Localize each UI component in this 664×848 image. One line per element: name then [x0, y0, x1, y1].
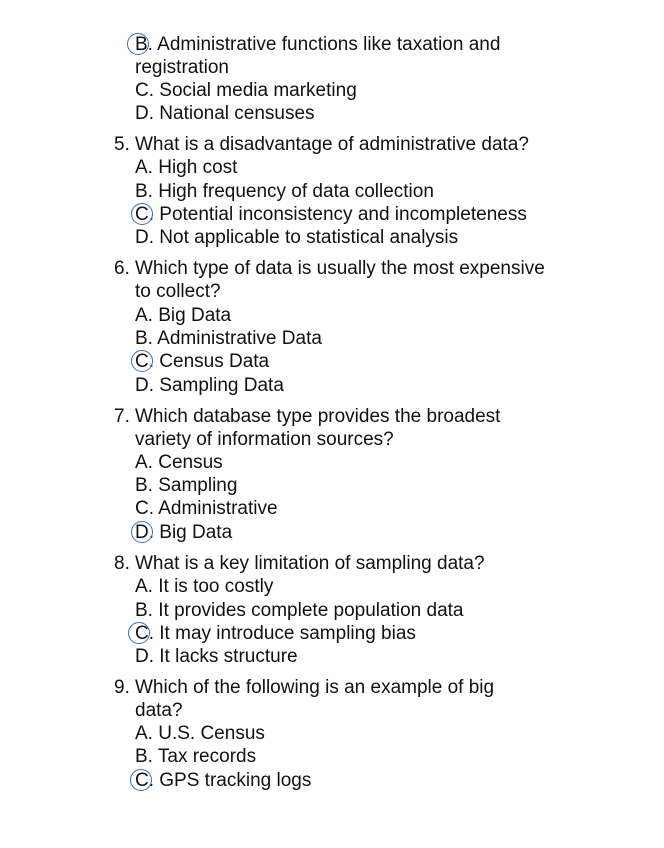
question-text: variety of information sources?	[135, 429, 394, 450]
question-number: 5.	[114, 134, 130, 155]
option-text: A. U.S. Census	[135, 723, 265, 744]
option-text: D. It lacks structure	[135, 646, 298, 667]
question-text: data?	[135, 700, 183, 721]
answer-circle-icon	[131, 203, 153, 225]
question-number: 6.	[114, 258, 130, 279]
option-text: B. Administrative functions like taxation and	[135, 34, 501, 55]
option-text: A. It is too costly	[135, 576, 274, 597]
answer-circle-icon	[128, 622, 150, 644]
option-text: B. Tax records	[135, 746, 257, 767]
answer-circle-icon	[131, 521, 153, 543]
option-text: C. Social media marketing	[135, 80, 357, 101]
option-text: C. It may introduce sampling bias	[135, 623, 416, 644]
question-text: What is a key limitation of sampling data?	[135, 553, 485, 574]
question-number: 7.	[114, 406, 130, 427]
answer-circle-icon	[131, 350, 153, 372]
option-text: C. GPS tracking logs	[135, 770, 312, 791]
option-text: B. It provides complete population data	[135, 600, 464, 621]
option-text: A. High cost	[135, 157, 238, 178]
option-text: C. Administrative	[135, 498, 278, 519]
option-text: B. High frequency of data collection	[135, 181, 434, 202]
question-text: Which of the following is an example of big	[135, 677, 495, 698]
option-text: D. National censuses	[135, 103, 315, 124]
question-number: 8.	[114, 553, 130, 574]
option-text: D. Big Data	[135, 522, 233, 543]
answer-circle-icon	[127, 33, 149, 55]
question-number: 9.	[114, 677, 130, 698]
option-text: C. Potential inconsistency and incompleteness	[135, 204, 527, 225]
question-text: What is a disadvantage of administrative data?	[135, 134, 529, 155]
option-text: D. Not applicable to statistical analysis	[135, 227, 459, 248]
question-text: Which database type provides the broadest	[135, 406, 501, 427]
option-text: registration	[135, 57, 229, 78]
option-text: B. Administrative Data	[135, 328, 322, 349]
option-text: C. Census Data	[135, 351, 270, 372]
option-text: A. Census	[135, 452, 223, 473]
question-text: Which type of data is usually the most expensive	[135, 258, 545, 279]
question-text: to collect?	[135, 281, 221, 302]
option-text: A. Big Data	[135, 305, 232, 326]
answer-circle-icon	[130, 769, 152, 791]
option-text: D. Sampling Data	[135, 375, 284, 396]
option-text: B. Sampling	[135, 475, 238, 496]
